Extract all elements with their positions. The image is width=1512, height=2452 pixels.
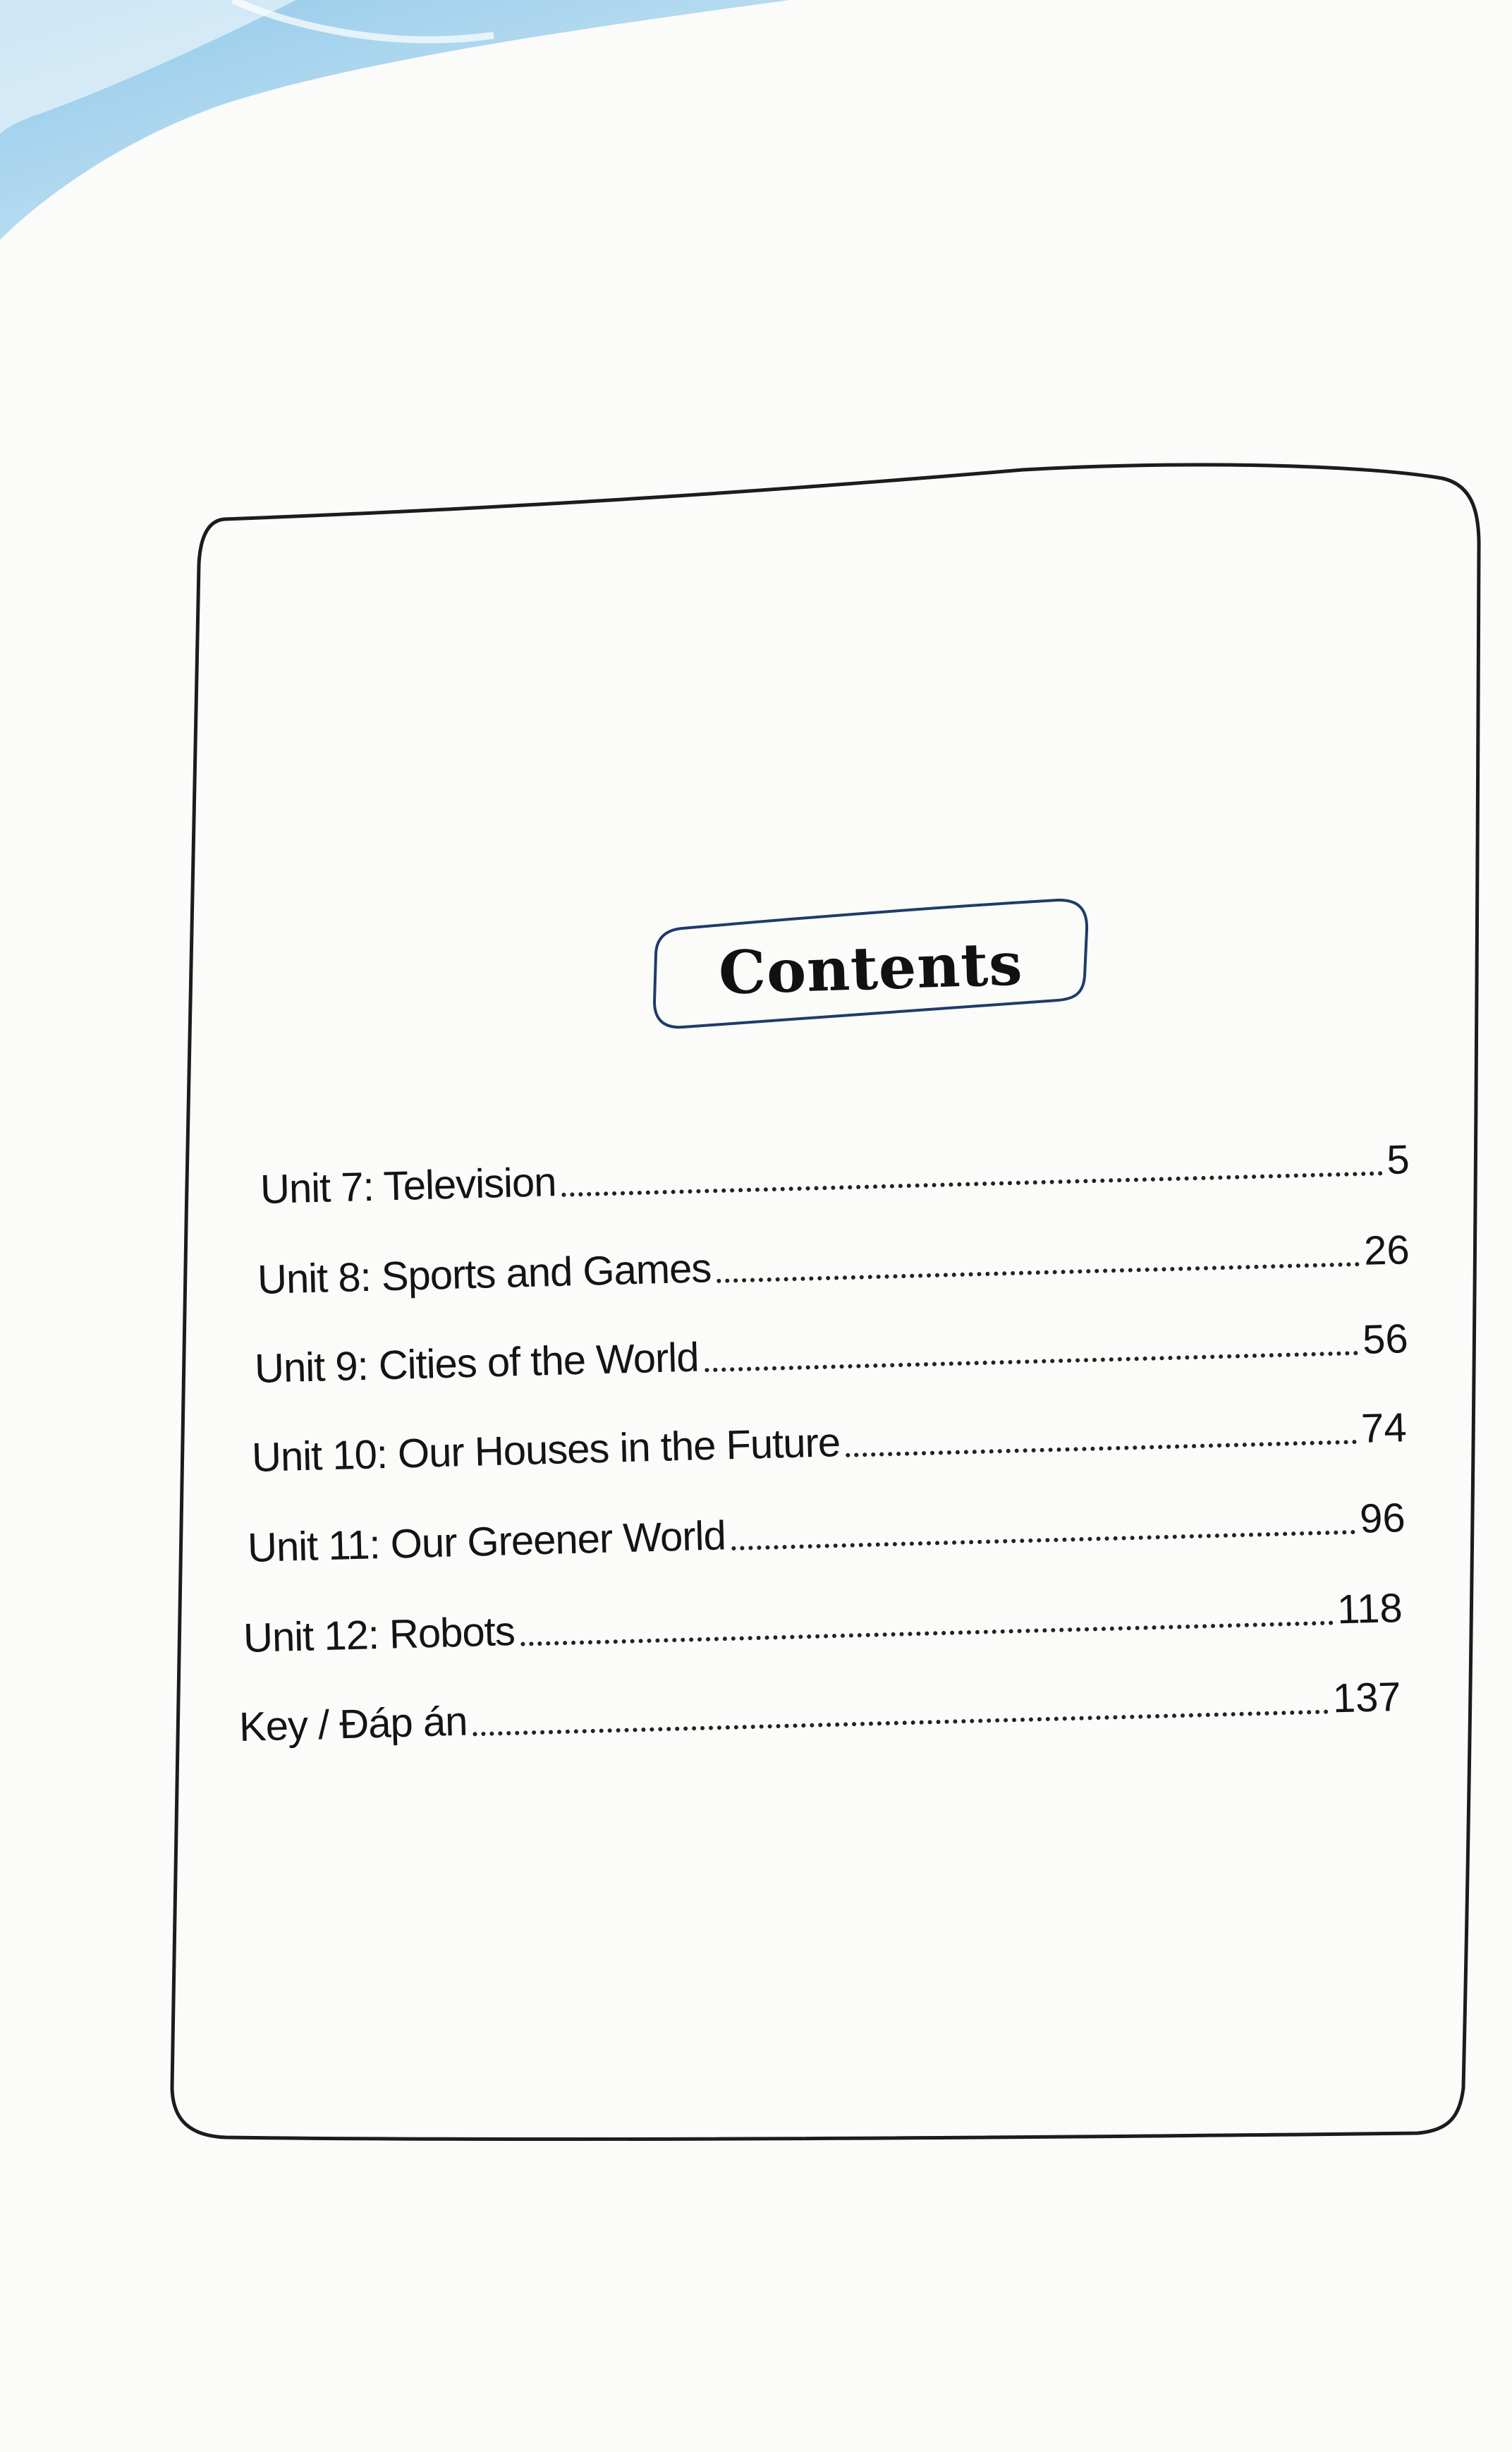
toc-entry-page: 5 [1386, 1136, 1410, 1184]
toc-entry[interactable] [247, 1485, 1406, 1572]
toc-entry[interactable] [254, 1306, 1409, 1392]
toc-dot-leader [520, 1621, 1334, 1646]
toc-entry-title: Unit 8: Sports and Games [257, 1245, 712, 1304]
toc-entry-page: 74 [1360, 1404, 1408, 1452]
toc-dot-leader [562, 1171, 1383, 1196]
toc-entry[interactable] [238, 1664, 1402, 1751]
toc-entry[interactable] [251, 1395, 1408, 1481]
toc-entry-title: Key / Đáp án [238, 1698, 468, 1751]
toc-dot-leader [473, 1710, 1329, 1737]
toc-entry-title: Unit 9: Cities of the World [254, 1334, 700, 1392]
toc-entry[interactable] [260, 1127, 1410, 1213]
toc-entry[interactable] [243, 1575, 1403, 1662]
toc-dot-leader [731, 1530, 1356, 1550]
toc-dot-leader [717, 1262, 1360, 1283]
toc-entry-page: 26 [1363, 1227, 1410, 1274]
toc-entry-page: 56 [1362, 1316, 1409, 1363]
toc-entry-title: Unit 10: Our Houses in the Future [251, 1419, 841, 1481]
toc-entry-title: Unit 11: Our Greener World [247, 1512, 726, 1572]
toc-entry-page: 118 [1336, 1584, 1403, 1633]
toc-entry-title: Unit 7: Television [260, 1159, 557, 1213]
toc-entry-page: 137 [1331, 1673, 1402, 1722]
toc-entry-page: 96 [1359, 1495, 1406, 1542]
toc-dot-leader [705, 1351, 1359, 1372]
toc-dot-leader [846, 1440, 1357, 1457]
toc-entry[interactable] [257, 1217, 1410, 1304]
toc-entry-title: Unit 12: Robots [243, 1608, 516, 1662]
contents-title: Contents [717, 928, 1025, 1008]
